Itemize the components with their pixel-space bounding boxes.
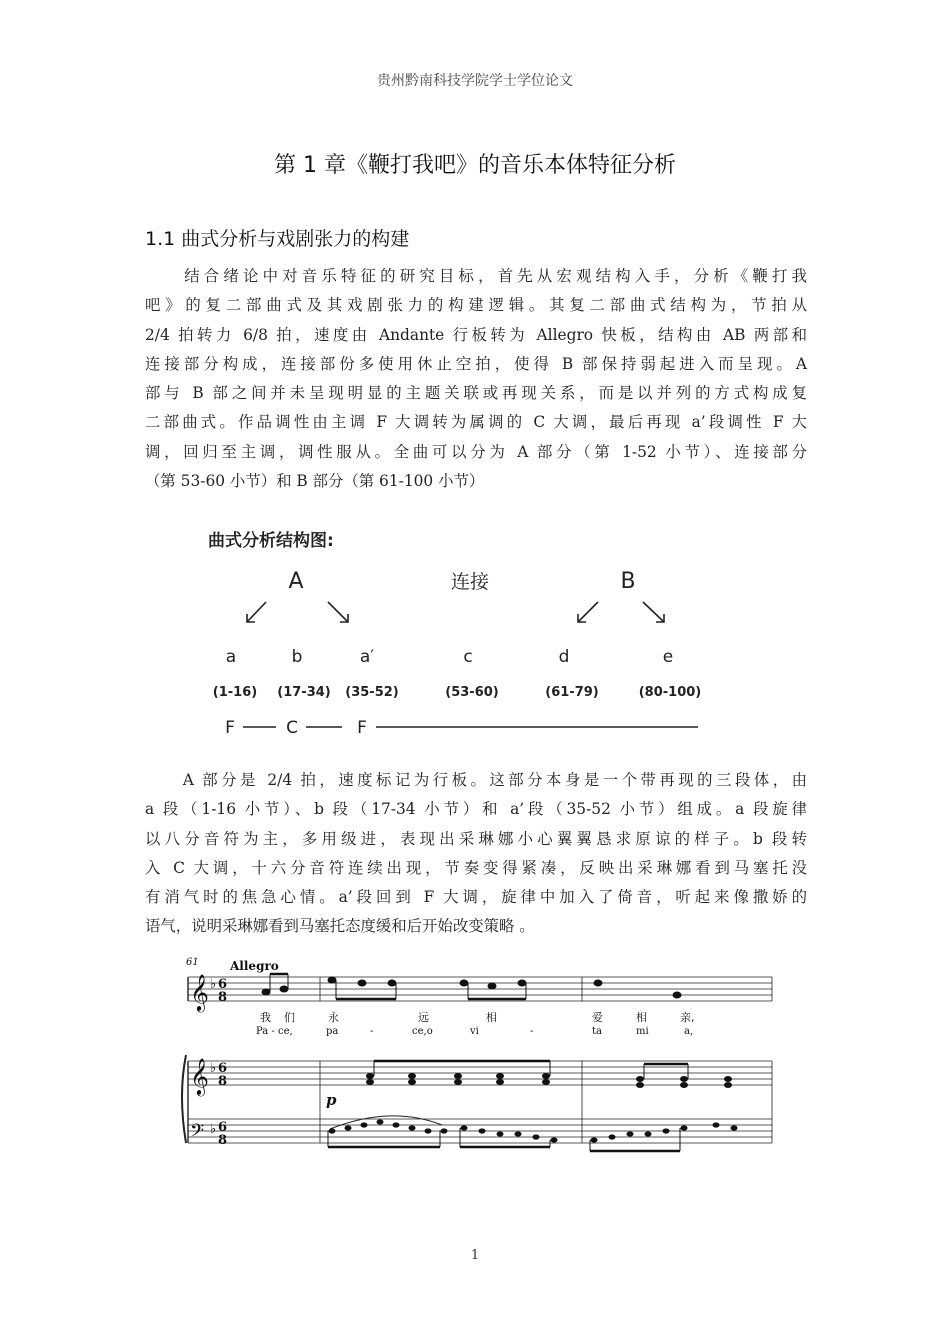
lyric-syllable: ta (592, 1026, 602, 1037)
lyric-syllable: 亲, (680, 1011, 695, 1024)
lyric-syllable: vi (470, 1026, 479, 1037)
section-label: c (463, 647, 473, 667)
lyric-syllable: a, (684, 1026, 694, 1037)
time-sig-top: 6 (218, 1061, 228, 1076)
arrow-icon (247, 602, 266, 622)
arrow-icon (643, 602, 664, 622)
paragraph-line: 部与 B 部之间并未呈现明显的主题关联或再现关系，而是以并列的方式构成复 (145, 384, 807, 403)
range-label: (53-60) (445, 685, 499, 700)
section-label: b (291, 647, 303, 667)
arrow-icon (578, 602, 598, 622)
range-label: (80-100) (638, 685, 702, 700)
time-sig-top: 6 (218, 977, 228, 992)
range-label: (61-79) (545, 685, 599, 700)
running-header: 贵州黔南科技学院学士学位论文 (377, 73, 573, 89)
key-label: C (286, 718, 298, 738)
measure-number: 61 (186, 957, 199, 968)
section-label: e (662, 647, 674, 667)
paragraph-line: （第 53-60 小节）和 B 部分（第 61-100 小节） (145, 472, 485, 491)
paragraph-structure (145, 262, 807, 496)
piano-bass-beams (328, 1128, 680, 1151)
paragraph-line: 吧》的复二部曲式及其戏剧张力的构建逻辑。其复二部曲式结构为，节拍从 (145, 296, 807, 315)
paragraph-line: 入 C 大调，十六分音符连续出现，节奏变得紧凑，反映出采琳娜看到马塞托没 (145, 858, 807, 877)
range-label: (35-52) (345, 685, 399, 700)
lyrics-italian (256, 1026, 693, 1037)
piano-treble-chords (366, 1073, 732, 1088)
section-label: a (225, 647, 237, 667)
paragraph-line: a 段（1-16 小节）、b 段（17-34 小节）和 a’段（35-52 小节）组成。a 段旋律 (145, 800, 807, 819)
section-title: 1.1 曲式分析与戏剧张力的构建 (145, 228, 410, 250)
lyric-syllable: - (530, 1026, 534, 1037)
flat-icon: ♭ (210, 976, 217, 991)
lyric-syllable: ce,o (412, 1026, 433, 1037)
paragraph-part-a (145, 766, 807, 942)
paragraph-line: 调，回归至主调，调性服从。全曲可以分为 A 部分（第 1-52 小节）、连接部分 (145, 442, 807, 461)
link-part-label: 连接 (450, 571, 490, 593)
lyric-syllable: pa (326, 1026, 339, 1037)
lyric-syllable: 我 (260, 1011, 271, 1024)
part-a-label: A (288, 569, 304, 594)
time-sig-bottom: 8 (218, 990, 228, 1005)
form-structure-diagram (200, 518, 745, 748)
treble-clef-icon: 𝄞 (190, 1058, 209, 1094)
paragraph-line: 有消气时的焦急心情。a’段回到 F 大调，旋律中加入了倚音，听起来像撒娇的 (145, 888, 807, 907)
vocal-staff (188, 977, 772, 1001)
paragraph-line: 结合绪论中对音乐特征的研究目标，首先从宏观结构入手，分析《鞭打我 (145, 267, 807, 285)
arrows (247, 602, 664, 622)
time-sig-bottom: 8 (218, 1074, 228, 1089)
paragraph-line: 以八分音符为主，多用级进，表现出采琳娜小心翼翼恳求原谅的样子。b 段转 (145, 829, 807, 848)
part-b-label: B (620, 569, 636, 594)
range-label: (1-16) (212, 685, 258, 700)
flat-icon: ♭ (210, 1121, 217, 1136)
music-score-excerpt (180, 955, 780, 1155)
paragraph-line: 连接部分构成，连接部份多使用休止空拍，使得 B 部保持弱起进入而呈现。A (145, 354, 807, 373)
dynamic-marking: p (326, 1091, 337, 1109)
bass-clef-icon: 𝄢 (190, 1120, 205, 1145)
section-label: a′ (359, 647, 375, 667)
key-label: F (225, 718, 235, 738)
lyric-syllable: 爱 (592, 1011, 603, 1024)
lyrics-chinese (260, 1010, 695, 1024)
arrow-icon (328, 602, 348, 622)
paragraph-line: 语气，说明采琳娜看到马塞托态度缓和后开始改变策略 。 (145, 917, 535, 936)
paragraph-line: 二部曲式。作品调性由主调 F 大调转为属调的 C 大调，最后再现 a’段调性 F 大 (145, 413, 807, 432)
tempo-marking: Allegro (230, 959, 279, 973)
lyric-syllable: 永 (328, 1011, 339, 1024)
piano-brace-icon (182, 1055, 186, 1143)
lyric-syllable: 们 (284, 1011, 295, 1024)
time-sig-top: 6 (218, 1120, 228, 1135)
treble-clef-icon: 𝄞 (190, 974, 209, 1010)
paragraph-line: A 部分是 2/4 拍，速度标记为行板。这部分本身是一个带再现的三段体，由 (145, 771, 807, 789)
range-label: (17-34) (277, 685, 331, 700)
diagram-title: 曲式分析结构图: (208, 531, 334, 551)
lyric-syllable: 相 (486, 1011, 497, 1024)
lyric-syllable: 相 (636, 1011, 647, 1024)
flat-icon: ♭ (210, 1060, 217, 1075)
lyric-syllable: 远 (418, 1011, 429, 1024)
key-label: F (357, 718, 367, 738)
chapter-title: 第 1 章《鞭打我吧》的音乐本体特征分析 (274, 153, 676, 178)
time-sig-bottom: 8 (218, 1133, 228, 1148)
lyric-syllable: - (370, 1026, 374, 1037)
lyric-syllable: Pa - ce, (256, 1026, 293, 1037)
lyric-syllable: mi (636, 1026, 649, 1037)
page-number: 1 (470, 1248, 480, 1263)
paragraph-line: 2/4 拍转力 6/8 拍，速度由 Andante 行板转为 Allegro 快板，结构由 AB 两部和 (145, 325, 807, 344)
section-label: d (558, 647, 570, 667)
